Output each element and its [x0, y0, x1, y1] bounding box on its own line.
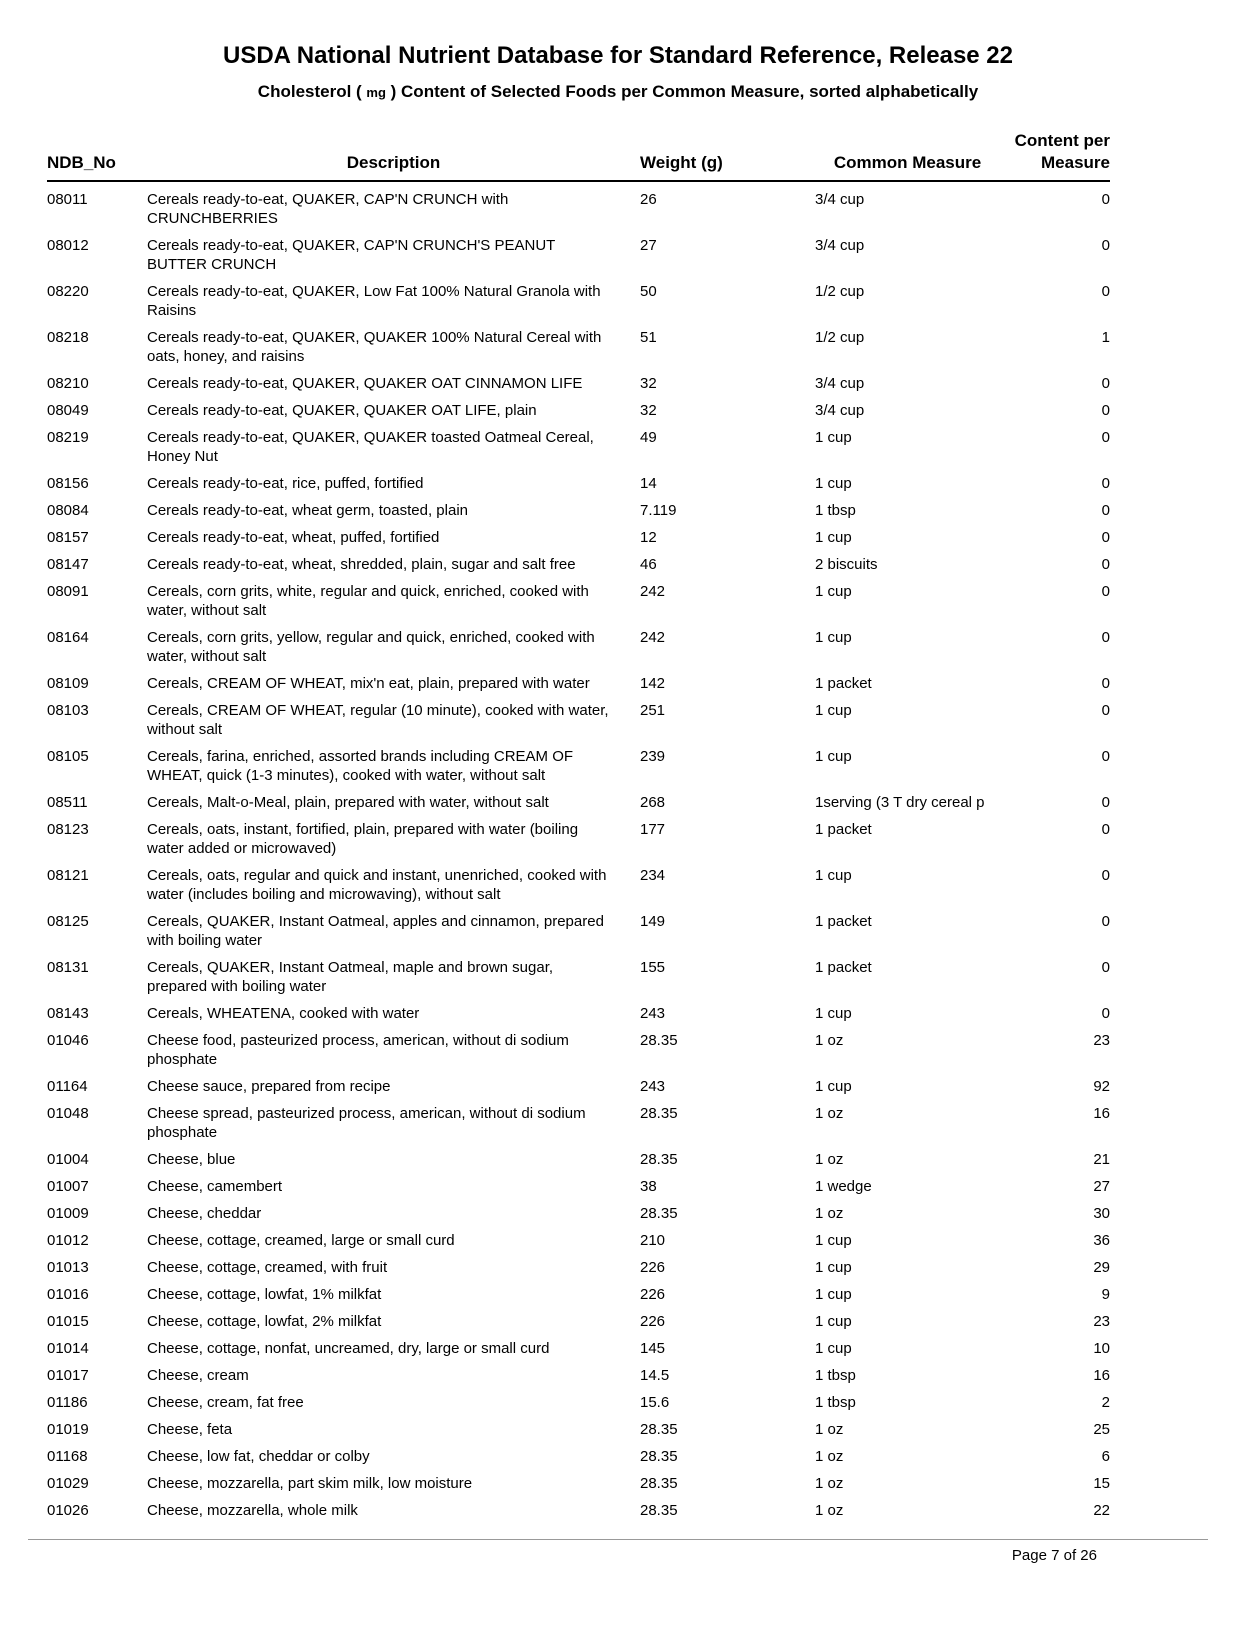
- cell-description: Cheese, cottage, creamed, large or small curd: [147, 1232, 455, 1249]
- cell-description: Cereals ready-to-eat, QUAKER, CAP'N CRUNCH'S PEANUT BUTTER CRUNCH: [147, 237, 556, 273]
- header-weight: Weight (g): [640, 153, 723, 172]
- nutrient-table: [47, 130, 1110, 1524]
- cell-content-per-measure: 23: [1093, 1032, 1110, 1049]
- cell-description: Cheese, cream, fat free: [147, 1394, 304, 1411]
- table-row: [47, 1389, 1110, 1416]
- header-common-measure: Common Measure: [833, 153, 982, 172]
- cell-description: Cereals ready-to-eat, QUAKER, CAP'N CRUNCH with CRUNCHBERRIES: [147, 191, 509, 227]
- cell-content-per-measure: 0: [1101, 529, 1110, 546]
- cell-description: Cheese food, pasteurized process, american, without di sodium phosphate: [147, 1032, 569, 1068]
- cell-description: Cereals, CREAM OF WHEAT, mix'n eat, plain, prepared with water: [147, 675, 590, 692]
- table-body: [47, 186, 1110, 1524]
- cell-ndb-no: 01014: [47, 1340, 89, 1357]
- cell-weight: 12: [640, 529, 657, 546]
- cell-description: Cereals ready-to-eat, rice, puffed, fortified: [147, 475, 424, 492]
- table-row: [47, 1227, 1110, 1254]
- cell-common-measure: 1 oz: [815, 1421, 844, 1438]
- cell-common-measure: 1 cup: [815, 748, 852, 765]
- table-row: [47, 186, 1110, 232]
- cell-common-measure: 1 cup: [815, 867, 852, 884]
- cell-weight: 142: [640, 675, 666, 692]
- cell-common-measure: 1serving (3 T dry cereal p: [815, 794, 985, 811]
- cell-ndb-no: 01029: [47, 1475, 89, 1492]
- cell-ndb-no: 08121: [47, 867, 89, 884]
- table-row: [47, 1362, 1110, 1389]
- cell-content-per-measure: 0: [1101, 237, 1110, 254]
- cell-common-measure: 1 cup: [815, 1259, 852, 1276]
- cell-ndb-no: 08012: [47, 237, 89, 254]
- cell-common-measure: 1 tbsp: [815, 1394, 856, 1411]
- cell-weight: 28.35: [640, 1448, 678, 1465]
- cell-description: Cheese, blue: [147, 1151, 236, 1168]
- table-row: [47, 370, 1110, 397]
- cell-content-per-measure: 0: [1101, 794, 1110, 811]
- cell-content-per-measure: 0: [1101, 748, 1110, 765]
- cell-ndb-no: 01046: [47, 1032, 89, 1049]
- cell-content-per-measure: 0: [1101, 1005, 1110, 1022]
- cell-description: Cheese spread, pasteurized process, american, without di sodium phosphate: [147, 1105, 586, 1141]
- table-row: [47, 1173, 1110, 1200]
- cell-weight: 243: [640, 1078, 666, 1095]
- cell-common-measure: 1 packet: [815, 675, 872, 692]
- cell-common-measure: 1 oz: [815, 1448, 844, 1465]
- table-row: [47, 862, 1110, 908]
- cell-ndb-no: 01016: [47, 1286, 89, 1303]
- cell-description: Cheese sauce, prepared from recipe: [147, 1078, 391, 1095]
- cell-weight: 226: [640, 1259, 666, 1276]
- cell-description: Cereals ready-to-eat, QUAKER, QUAKER OAT CINNAMON LIFE: [147, 375, 583, 392]
- cell-weight: 234: [640, 867, 666, 884]
- cell-common-measure: 1 packet: [815, 913, 872, 930]
- cell-ndb-no: 08220: [47, 283, 89, 300]
- header-content-per-measure: [1000, 130, 1110, 174]
- cell-content-per-measure: 1: [1101, 329, 1110, 346]
- cell-content-per-measure: 0: [1101, 959, 1110, 976]
- cell-weight: 50: [640, 283, 657, 300]
- table-row: [47, 1497, 1110, 1524]
- cell-weight: 243: [640, 1005, 666, 1022]
- cell-description: Cereals ready-to-eat, wheat, shredded, plain, sugar and salt free: [147, 556, 576, 573]
- cell-ndb-no: 08103: [47, 702, 89, 719]
- cell-ndb-no: 01026: [47, 1502, 89, 1519]
- cell-weight: 14: [640, 475, 657, 492]
- cell-description: Cheese, mozzarella, part skim milk, low moisture: [147, 1475, 473, 1492]
- cell-common-measure: 1 oz: [815, 1502, 844, 1519]
- cell-description: Cereals, QUAKER, Instant Oatmeal, apples and cinnamon, prepared with boiling water: [147, 913, 604, 949]
- cell-ndb-no: 01013: [47, 1259, 89, 1276]
- cell-weight: 7.119: [640, 502, 677, 519]
- cell-common-measure: 1 packet: [815, 959, 872, 976]
- cell-description: Cheese, cottage, lowfat, 2% milkfat: [147, 1313, 382, 1330]
- cell-ndb-no: 08049: [47, 402, 89, 419]
- cell-ndb-no: 08084: [47, 502, 89, 519]
- cell-weight: 28.35: [640, 1502, 678, 1519]
- table-row: [47, 1073, 1110, 1100]
- cell-common-measure: 1 cup: [815, 1313, 852, 1330]
- cell-weight: 251: [640, 702, 666, 719]
- cell-common-measure: 1 oz: [815, 1151, 844, 1168]
- table-row: [47, 551, 1110, 578]
- cell-content-per-measure: 29: [1093, 1259, 1110, 1276]
- cell-content-per-measure: 0: [1101, 283, 1110, 300]
- cell-content-per-measure: 6: [1101, 1448, 1110, 1465]
- cell-common-measure: 1 wedge: [815, 1178, 872, 1195]
- cell-ndb-no: 08091: [47, 583, 89, 600]
- cell-common-measure: 1 cup: [815, 429, 852, 446]
- cell-content-per-measure: 36: [1093, 1232, 1110, 1249]
- cell-common-measure: 1 oz: [815, 1105, 844, 1122]
- cell-description: Cheese, cream: [147, 1367, 249, 1384]
- cell-description: Cheese, cottage, lowfat, 1% milkfat: [147, 1286, 382, 1303]
- table-row: [47, 232, 1110, 278]
- table-row: [47, 697, 1110, 743]
- table-row: [47, 1254, 1110, 1281]
- page-title: USDA National Nutrient Database for Standard Reference, Release 22: [222, 42, 1014, 69]
- table-row: [47, 424, 1110, 470]
- cell-description: Cereals ready-to-eat, QUAKER, QUAKER 100% Natural Cereal with oats, honey, and raisins: [147, 329, 602, 365]
- cell-ndb-no: 01012: [47, 1232, 89, 1249]
- cell-common-measure: 3/4 cup: [815, 237, 865, 254]
- cell-content-per-measure: 23: [1093, 1313, 1110, 1330]
- cell-content-per-measure: 0: [1101, 675, 1110, 692]
- table-row: [47, 578, 1110, 624]
- table-row: [47, 324, 1110, 370]
- table-row: [47, 743, 1110, 789]
- cell-weight: 49: [640, 429, 657, 446]
- cell-content-per-measure: 0: [1101, 429, 1110, 446]
- cell-ndb-no: 08123: [47, 821, 89, 838]
- table-row: [47, 1000, 1110, 1027]
- cell-weight: 28.35: [640, 1032, 678, 1049]
- cell-ndb-no: 01019: [47, 1421, 89, 1438]
- cell-content-per-measure: 10: [1093, 1340, 1110, 1357]
- cell-content-per-measure: 0: [1101, 702, 1110, 719]
- cell-ndb-no: 01048: [47, 1105, 89, 1122]
- table-row: [47, 1281, 1110, 1308]
- cell-weight: 46: [640, 556, 657, 573]
- cell-ndb-no: 08511: [47, 794, 88, 811]
- table-row: [47, 524, 1110, 551]
- cell-description: Cereals ready-to-eat, QUAKER, QUAKER OAT LIFE, plain: [147, 402, 537, 419]
- cell-ndb-no: 08105: [47, 748, 89, 765]
- cell-ndb-no: 08210: [47, 375, 89, 392]
- cell-content-per-measure: 0: [1101, 375, 1110, 392]
- table-row: [47, 1200, 1110, 1227]
- cell-description: Cereals, oats, regular and quick and instant, unenriched, cooked with water (includes boiling and microwaving), without salt: [147, 867, 607, 903]
- table-row: [47, 397, 1110, 424]
- cell-content-per-measure: 0: [1101, 913, 1110, 930]
- cell-ndb-no: 08157: [47, 529, 89, 546]
- cell-common-measure: 1 cup: [815, 702, 852, 719]
- table-row: [47, 1443, 1110, 1470]
- table-row: [47, 470, 1110, 497]
- header-content-line1: Content per: [1014, 131, 1110, 150]
- cell-common-measure: 1 cup: [815, 1286, 852, 1303]
- cell-weight: 28.35: [640, 1205, 678, 1222]
- cell-description: Cheese, cottage, creamed, with fruit: [147, 1259, 388, 1276]
- cell-weight: 242: [640, 583, 666, 600]
- cell-content-per-measure: 9: [1101, 1286, 1110, 1303]
- cell-content-per-measure: 0: [1101, 556, 1110, 573]
- cell-weight: 27: [640, 237, 657, 254]
- cell-content-per-measure: 30: [1093, 1205, 1110, 1222]
- cell-ndb-no: 01017: [47, 1367, 89, 1384]
- cell-weight: 155: [640, 959, 666, 976]
- cell-content-per-measure: 0: [1101, 821, 1110, 838]
- cell-content-per-measure: 16: [1093, 1367, 1110, 1384]
- table-header: [47, 130, 1110, 182]
- cell-common-measure: 1 cup: [815, 1078, 852, 1095]
- cell-common-measure: 1 cup: [815, 529, 852, 546]
- cell-ndb-no: 01004: [47, 1151, 89, 1168]
- cell-ndb-no: 01007: [47, 1178, 89, 1195]
- table-row: [47, 278, 1110, 324]
- page-subtitle: [0, 82, 1236, 102]
- cell-common-measure: 1 cup: [815, 1340, 852, 1357]
- cell-description: Cereals, corn grits, yellow, regular and quick, enriched, cooked with water, without salt: [147, 629, 595, 665]
- cell-description: Cereals, farina, enriched, assorted brands including CREAM OF WHEAT, quick (1-3 minutes), cooked with water, without salt: [147, 748, 574, 784]
- cell-ndb-no: 01164: [47, 1078, 88, 1095]
- header-description: Description: [346, 153, 441, 172]
- cell-weight: 32: [640, 402, 657, 419]
- cell-description: Cereals, oats, instant, fortified, plain, prepared with water (boiling water added or microwaved): [147, 821, 579, 857]
- cell-content-per-measure: 0: [1101, 867, 1110, 884]
- cell-weight: 145: [640, 1340, 666, 1357]
- cell-weight: 177: [640, 821, 666, 838]
- cell-weight: 28.35: [640, 1151, 678, 1168]
- cell-weight: 28.35: [640, 1475, 678, 1492]
- cell-description: Cheese, cheddar: [147, 1205, 262, 1222]
- cell-weight: 149: [640, 913, 666, 930]
- cell-weight: 28.35: [640, 1105, 678, 1122]
- cell-weight: 268: [640, 794, 666, 811]
- cell-ndb-no: 08164: [47, 629, 89, 646]
- cell-common-measure: 1 oz: [815, 1032, 844, 1049]
- cell-content-per-measure: 2: [1101, 1394, 1110, 1411]
- cell-content-per-measure: 25: [1093, 1421, 1110, 1438]
- cell-ndb-no: 08156: [47, 475, 89, 492]
- cell-description: Cereals, QUAKER, Instant Oatmeal, maple and brown sugar, prepared with boiling water: [147, 959, 554, 995]
- cell-common-measure: 3/4 cup: [815, 375, 865, 392]
- cell-content-per-measure: 15: [1093, 1475, 1110, 1492]
- table-row: [47, 1470, 1110, 1497]
- cell-content-per-measure: 22: [1093, 1502, 1110, 1519]
- cell-ndb-no: 08147: [47, 556, 89, 573]
- cell-common-measure: 1/2 cup: [815, 283, 865, 300]
- cell-description: Cheese, cottage, nonfat, uncreamed, dry, large or small curd: [147, 1340, 550, 1357]
- header-ndb-no: NDB_No: [47, 153, 116, 172]
- cell-common-measure: 1 oz: [815, 1475, 844, 1492]
- cell-weight: 226: [640, 1313, 666, 1330]
- cell-common-measure: 1 cup: [815, 475, 852, 492]
- footer-divider: [28, 1539, 1208, 1540]
- table-row: [47, 1100, 1110, 1146]
- cell-weight: 28.35: [640, 1421, 678, 1438]
- cell-content-per-measure: 0: [1101, 475, 1110, 492]
- cell-common-measure: 1 cup: [815, 1005, 852, 1022]
- table-row: [47, 1027, 1110, 1073]
- cell-description: Cheese, low fat, cheddar or colby: [147, 1448, 370, 1465]
- table-row: [47, 670, 1110, 697]
- page-number: Page 7 of 26: [1011, 1547, 1097, 1564]
- cell-ndb-no: 08143: [47, 1005, 89, 1022]
- header-content-line2: Measure: [1041, 153, 1110, 172]
- table-row: [47, 816, 1110, 862]
- table-row: [47, 954, 1110, 1000]
- cell-description: Cheese, camembert: [147, 1178, 283, 1195]
- cell-common-measure: 2 biscuits: [815, 556, 878, 573]
- cell-description: Cereals ready-to-eat, QUAKER, QUAKER toasted Oatmeal Cereal, Honey Nut: [147, 429, 594, 465]
- cell-common-measure: 1 cup: [815, 583, 852, 600]
- table-row: [47, 1146, 1110, 1173]
- cell-weight: 242: [640, 629, 666, 646]
- cell-description: Cheese, feta: [147, 1421, 233, 1438]
- cell-description: Cereals, WHEATENA, cooked with water: [147, 1005, 420, 1022]
- cell-content-per-measure: 0: [1101, 402, 1110, 419]
- cell-ndb-no: 08131: [47, 959, 89, 976]
- cell-ndb-no: 08125: [47, 913, 89, 930]
- table-row: [47, 624, 1110, 670]
- cell-weight: 38: [640, 1178, 657, 1195]
- table-row: [47, 789, 1110, 816]
- cell-common-measure: 1 tbsp: [815, 502, 856, 519]
- cell-common-measure: 1 packet: [815, 821, 872, 838]
- cell-common-measure: 1 cup: [815, 629, 852, 646]
- subtitle-suffix: ) Content of Selected Foods per Common Measure, sorted alphabetically: [385, 82, 979, 101]
- cell-common-measure: 1 oz: [815, 1205, 844, 1222]
- cell-weight: 51: [640, 329, 657, 346]
- subtitle-prefix: Cholesterol (: [257, 82, 367, 101]
- cell-ndb-no: 01186: [47, 1394, 88, 1411]
- cell-ndb-no: 08218: [47, 329, 89, 346]
- table-row: [47, 1335, 1110, 1362]
- cell-content-per-measure: 92: [1093, 1078, 1110, 1095]
- cell-ndb-no: 08109: [47, 675, 89, 692]
- table-row: [47, 1416, 1110, 1443]
- cell-common-measure: 3/4 cup: [815, 191, 865, 208]
- cell-description: Cereals ready-to-eat, QUAKER, Low Fat 100% Natural Granola with Raisins: [147, 283, 601, 319]
- cell-content-per-measure: 21: [1093, 1151, 1110, 1168]
- table-row: [47, 1308, 1110, 1335]
- cell-ndb-no: 08219: [47, 429, 89, 446]
- cell-weight: 210: [640, 1232, 666, 1249]
- cell-content-per-measure: 0: [1101, 583, 1110, 600]
- cell-weight: 26: [640, 191, 657, 208]
- cell-weight: 32: [640, 375, 657, 392]
- cell-content-per-measure: 0: [1101, 629, 1110, 646]
- cell-ndb-no: 01009: [47, 1205, 89, 1222]
- cell-common-measure: 1 tbsp: [815, 1367, 856, 1384]
- cell-weight: 15.6: [640, 1394, 670, 1411]
- cell-content-per-measure: 0: [1101, 502, 1110, 519]
- cell-ndb-no: 08011: [47, 191, 88, 208]
- cell-description: Cereals ready-to-eat, wheat germ, toasted, plain: [147, 502, 468, 519]
- cell-weight: 239: [640, 748, 666, 765]
- cell-content-per-measure: 16: [1093, 1105, 1110, 1122]
- cell-description: Cereals, corn grits, white, regular and quick, enriched, cooked with water, without salt: [147, 583, 589, 619]
- cell-description: Cereals ready-to-eat, wheat, puffed, fortified: [147, 529, 440, 546]
- cell-common-measure: 1 cup: [815, 1232, 852, 1249]
- cell-description: Cereals, CREAM OF WHEAT, regular (10 minute), cooked with water, without salt: [147, 702, 609, 738]
- cell-weight: 14.5: [640, 1367, 670, 1384]
- cell-ndb-no: 01015: [47, 1313, 89, 1330]
- cell-description: Cheese, mozzarella, whole milk: [147, 1502, 358, 1519]
- cell-common-measure: 1/2 cup: [815, 329, 865, 346]
- cell-common-measure: 3/4 cup: [815, 402, 865, 419]
- cell-description: Cereals, Malt-o-Meal, plain, prepared with water, without salt: [147, 794, 549, 811]
- table-row: [47, 497, 1110, 524]
- cell-content-per-measure: 0: [1101, 191, 1110, 208]
- cell-ndb-no: 01168: [47, 1448, 88, 1465]
- cell-content-per-measure: 27: [1093, 1178, 1110, 1195]
- cell-weight: 226: [640, 1286, 666, 1303]
- table-row: [47, 908, 1110, 954]
- subtitle-unit: mg: [366, 85, 386, 100]
